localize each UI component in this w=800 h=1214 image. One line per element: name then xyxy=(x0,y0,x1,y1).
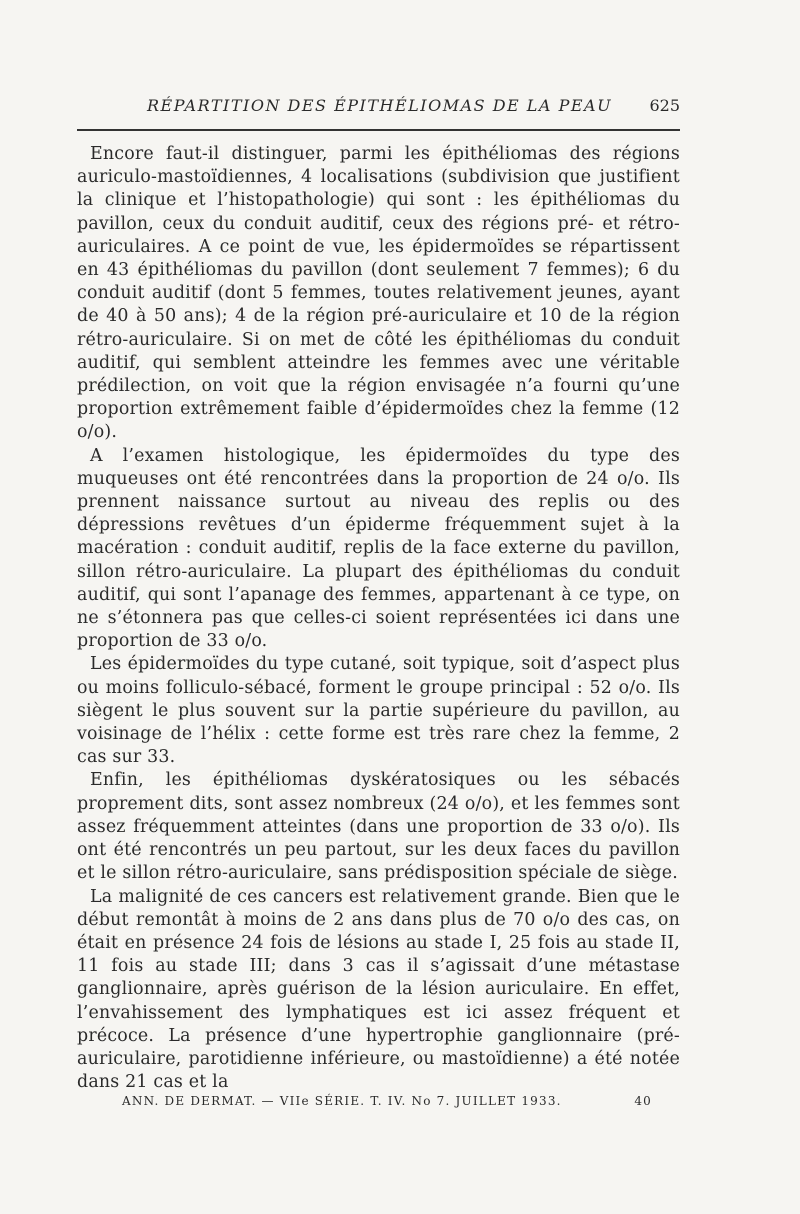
paragraph-5: La malignité de ces cancers est relativement grande. Bien que le début remontât à moins de 2 ans dans plus de 70 o/o des cas, on était en présence 24 fois de lésions au stade I, 25 fois au stade II, 11 fois au stade III; dans 3 cas il s’agissait d’une métastase ganglionnaire, après guérison de la lésion auriculaire. En effet, l’envahissement des lymphatiques est ici assez fréquent et précoce. La présence d’une hypertrophie ganglionnaire (pré-auriculaire, parotidienne inférieure, ou mastoïdienne) a été notée dans 21 cas et la xyxy=(77,886,680,1093)
paragraph-4: Enfin, les épithéliomas dyskératosiques ou les sébacés proprement dits, sont assez nombreux (24 o/o), et les femmes sont assez fréquemment atteintes (dans une proportion de 33 o/o). Ils ont été rencontrés un peu partout, sur les deux faces du pavillon et le sillon rétro-auriculaire, sans prédisposition spéciale de siège. xyxy=(77,770,680,884)
journal-citation: ANN. DE DERMAT. — VIIe SÉRIE. T. IV. No 7. JUILLET 1933. xyxy=(122,1094,562,1108)
paragraph-3: Les épidermoïdes du type cutané, soit typique, soit d’aspect plus ou moins folliculo-sébacé, forment le groupe principal : 52 o/o. Ils siègent le plus souvent sur la partie supérieure du pavillon, au voisinage de l’hélix : cette forme est très rare chez la femme, 2 cas sur 33. xyxy=(77,654,680,768)
paragraph-1: Encore faut-il distinguer, parmi les épithéliomas des régions auriculo-mastoïdiennes, 4 localisations (subdivision que justifient la clinique et l’histopathologie) qui sont : les épithéliomas du pavillon, ceux du conduit auditif, ceux des régions pré- et rétro-auriculaires. A ce point de vue, les épidermoïdes se répartissent en 43 épithéliomas du pavillon (dont seulement 7 femmes); 6 du conduit auditif (dont 5 femmes, toutes relativement jeunes, ayant de 40 à 50 ans); 4 de la région pré-auriculaire et 10 de la région rétro-auriculaire. Si on met de côté les épithéliomas du conduit auditif, qui semblent atteindre les femmes avec une véritable prédilection, on voit que la région envisagée n’a fourni qu’une proportion extrêmement faible d’épidermoïdes chez la femme (12 o/o). xyxy=(77,144,680,443)
page-number: 625 xyxy=(649,96,680,115)
header-rule xyxy=(77,129,680,131)
paragraph-2: A l’examen histologique, les épidermoïdes du type des muqueuses ont été rencontrées dans la proportion de 24 o/o. Ils prennent naissance surtout au niveau des replis ou des dépressions revêtues d’un épiderme fréquemment sujet à la macération : conduit auditif, replis de la face externe du pavillon, sillon rétro-auriculaire. La plupart des épithéliomas du conduit auditif, qui sont l’apanage des femmes, appartenant à ce type, on ne s’étonnera pas que celles-ci soient représentées ici dans une proportion de 33 o/o. xyxy=(77,445,680,652)
running-header xyxy=(77,96,680,130)
running-title: RÉPARTITION DES ÉPITHÉLIOMAS DE LA PEAU xyxy=(147,96,613,115)
sheet-number: 40 xyxy=(634,1094,652,1108)
body-text xyxy=(77,143,680,1094)
page-footer xyxy=(122,1094,652,1114)
